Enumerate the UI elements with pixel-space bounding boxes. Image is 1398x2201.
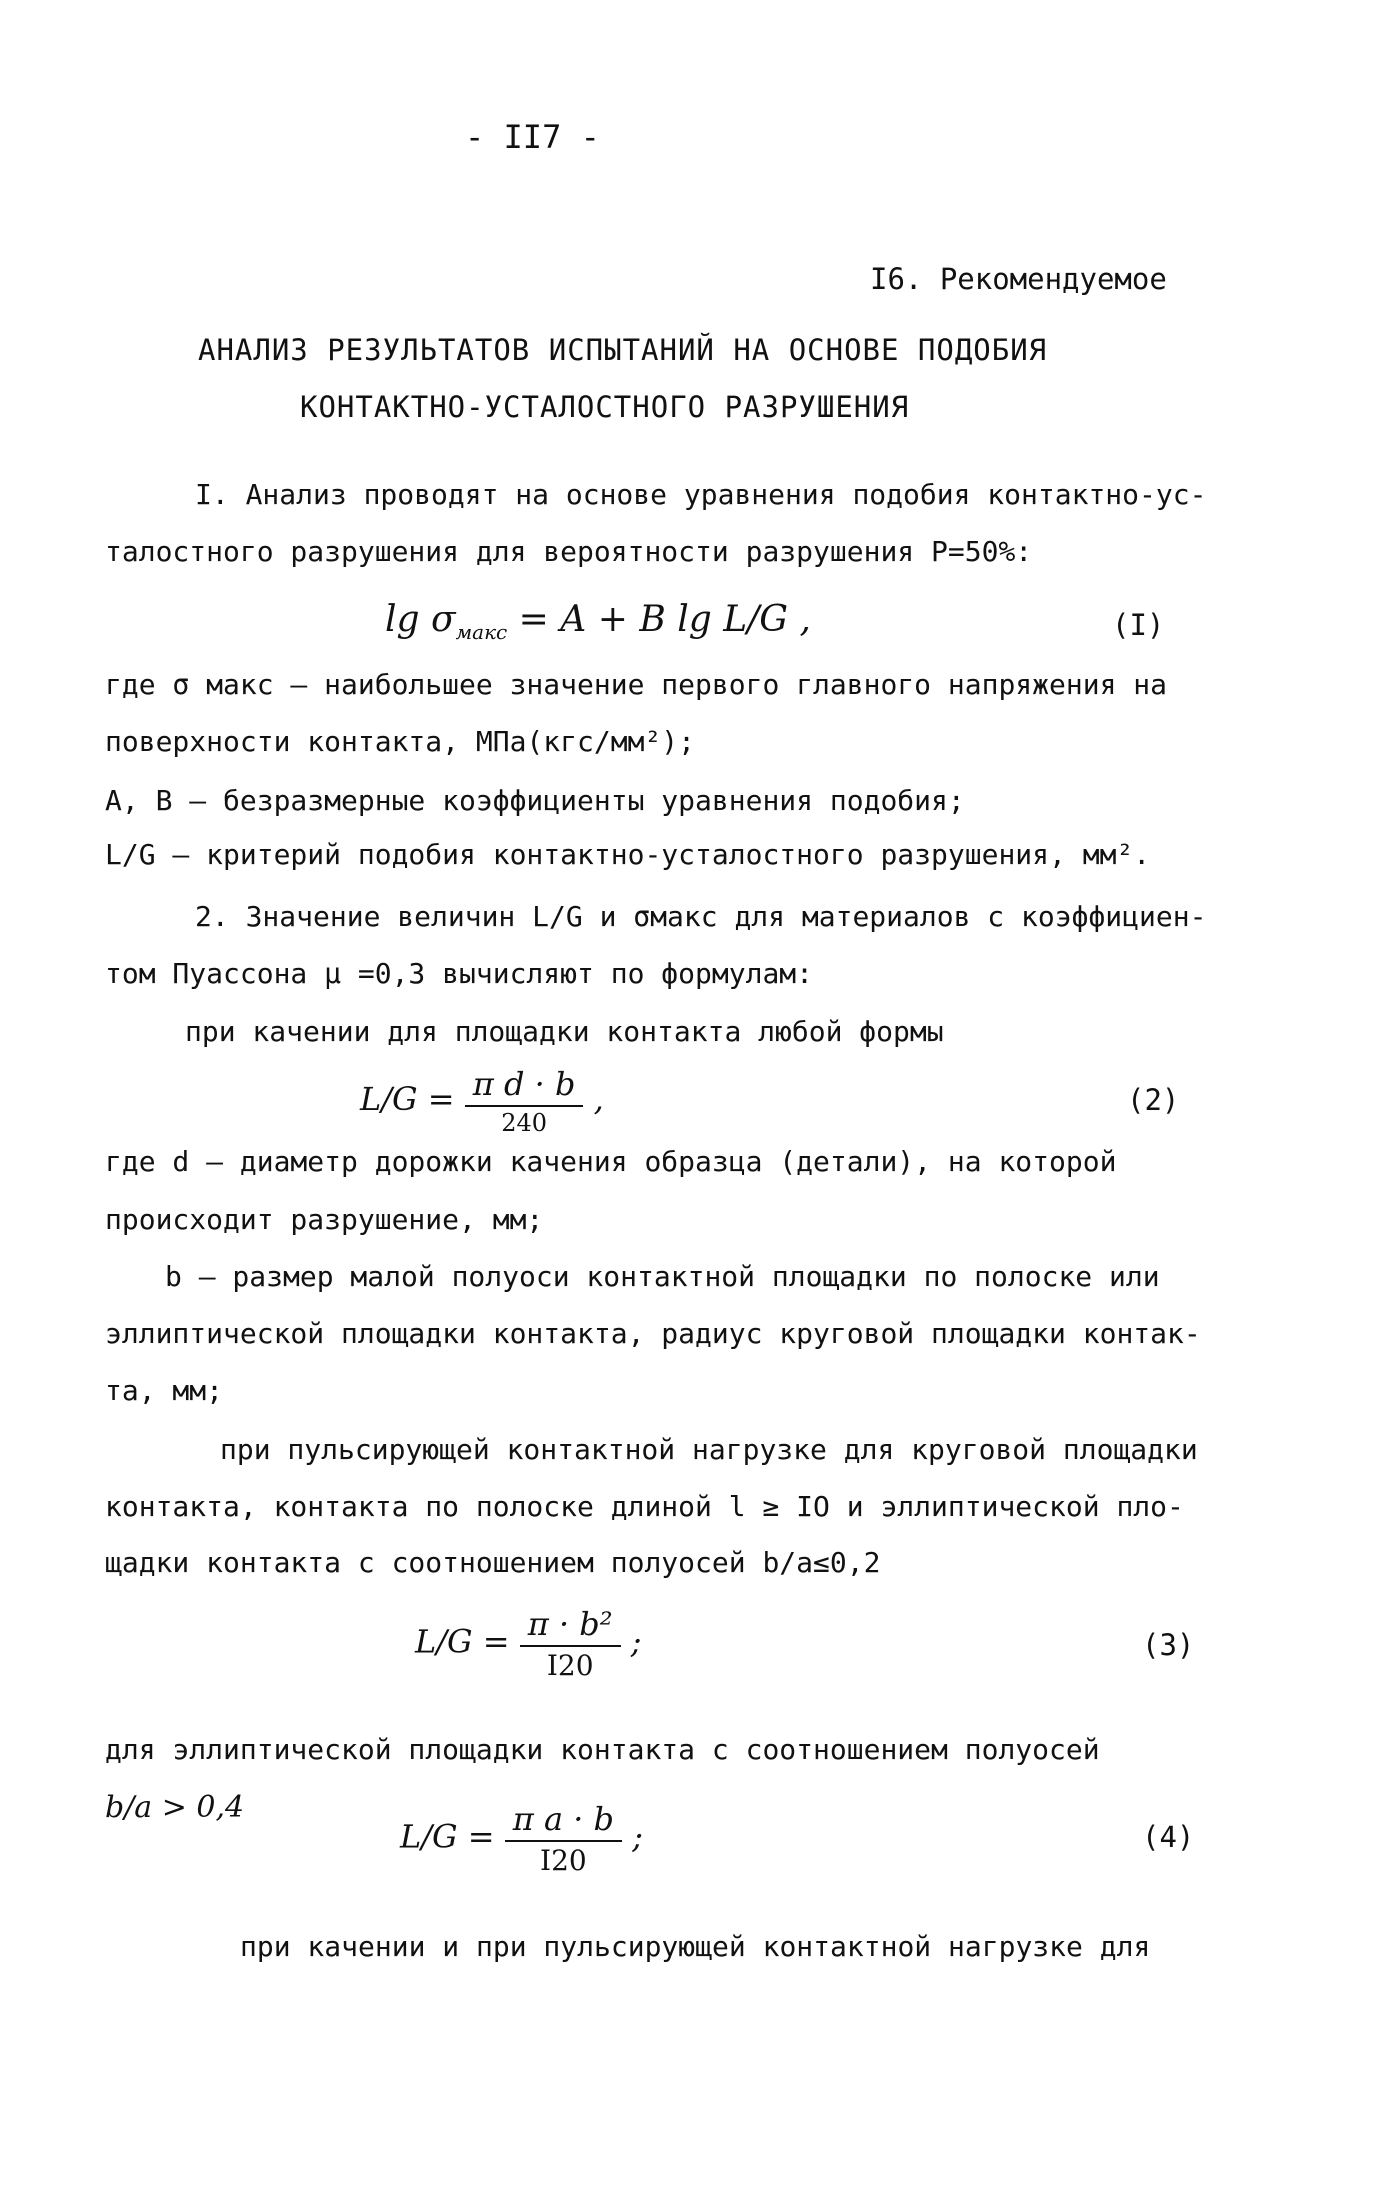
equation-4 <box>400 1800 643 1878</box>
equation-3-denominator: I20 <box>546 1649 594 1683</box>
where-b-line-2: эллиптической площадки контакта, радиус круговой площадки контак- <box>105 1317 1201 1350</box>
paragraph-1-line-2: талостного разрушения для вероятности разрушения P=50%: <box>105 535 1033 568</box>
equation-4-number: (4) <box>1142 1820 1195 1854</box>
title-line-2: КОНТАКТНО-УСТАЛОСТНОГО РАЗРУШЕНИЯ <box>300 390 910 424</box>
equation-1-number: (I) <box>1112 608 1165 642</box>
paragraph-2-line-2: том Пуассона μ =0,3 вычисляют по формулам: <box>105 957 814 990</box>
equation-4-fraction <box>505 1800 622 1878</box>
paragraph-3-line-1: при пульсирующей контактной нагрузке для круговой площадки <box>220 1433 1198 1466</box>
title-line-1: АНАЛИЗ РЕЗУЛЬТАТОВ ИСПЫТАНИЙ НА ОСНОВЕ ПОДОБИЯ <box>198 333 1048 367</box>
equation-3-lhs: L/G = <box>415 1622 510 1661</box>
paragraph-2-line-3: при качении для площадки контакта любой формы <box>185 1015 944 1048</box>
equation-3 <box>415 1605 642 1683</box>
equation-2-tail: , <box>593 1080 604 1119</box>
paragraph-3-line-3: щадки контакта с соотношением полуосей b/a≤0,2 <box>105 1546 881 1579</box>
equation-2-lhs: L/G = <box>360 1080 455 1119</box>
equation-2-number: (2) <box>1127 1083 1180 1117</box>
equation-2-numerator: π d · b <box>465 1065 584 1107</box>
equation-4-numerator: π a · b <box>505 1800 622 1842</box>
where-2-line-2: происходит разрушение, мм; <box>105 1203 544 1236</box>
equation-1-left: lg σ <box>385 599 456 640</box>
equation-1 <box>385 598 811 644</box>
paragraph-5-line-1: при качении и при пульсирующей контактной нагрузке для <box>240 1930 1151 1963</box>
equation-4-tail: ; <box>632 1817 643 1856</box>
paragraph-3-line-2: контакта, контакта по полоске длиной l ≥ IO и эллиптической пло- <box>105 1490 1184 1523</box>
page-number: - II7 - <box>465 118 600 156</box>
equation-3-number: (3) <box>1142 1628 1195 1662</box>
paragraph-1-line-1: I. Анализ проводят на основе уравнения подобия контактно-ус- <box>195 478 1207 511</box>
equation-3-tail: ; <box>630 1622 642 1661</box>
equation-1-sub: макс <box>455 620 508 645</box>
equation-4-denominator: I20 <box>540 1844 587 1878</box>
where-1-line-2: поверхности контакта, МПа(кгс/мм²); <box>105 725 696 758</box>
paragraph-2-line-1: 2. Значение величин L/G и σмакс для материалов с коэффициен- <box>195 900 1207 933</box>
equation-2-fraction <box>465 1065 584 1138</box>
equation-2 <box>360 1065 604 1138</box>
equation-2-denominator: 240 <box>501 1109 547 1138</box>
equation-4-lhs: L/G = <box>400 1817 495 1856</box>
paragraph-4-line-1: для эллиптической площадки контакта с соотношением полуосей <box>105 1733 1100 1766</box>
where-b-line-1: b – размер малой полуоси контактной площадки по полоске или <box>165 1260 1160 1293</box>
equation-1-rest: = A + B lg L/G , <box>507 599 811 640</box>
where-lg: L/G – критерий подобия контактно-усталостного разрушения, мм². <box>105 838 1151 871</box>
where-2-line-1: где d – диаметр дорожки качения образца (детали), на которой <box>105 1145 1117 1178</box>
where-ab: A, B – безразмерные коэффициенты уравнения подобия; <box>105 784 965 817</box>
equation-3-numerator: π · b² <box>520 1605 621 1647</box>
paragraph-4-line-2: b/a > 0,4 <box>105 1790 245 1825</box>
equation-3-fraction <box>520 1605 621 1683</box>
where-b-line-3: та, мм; <box>105 1374 224 1407</box>
where-1-line-1: где σ макс – наибольшее значение первого главного напряжения на <box>105 668 1168 701</box>
appendix-label: I6. Рекомендуемое <box>870 262 1167 296</box>
